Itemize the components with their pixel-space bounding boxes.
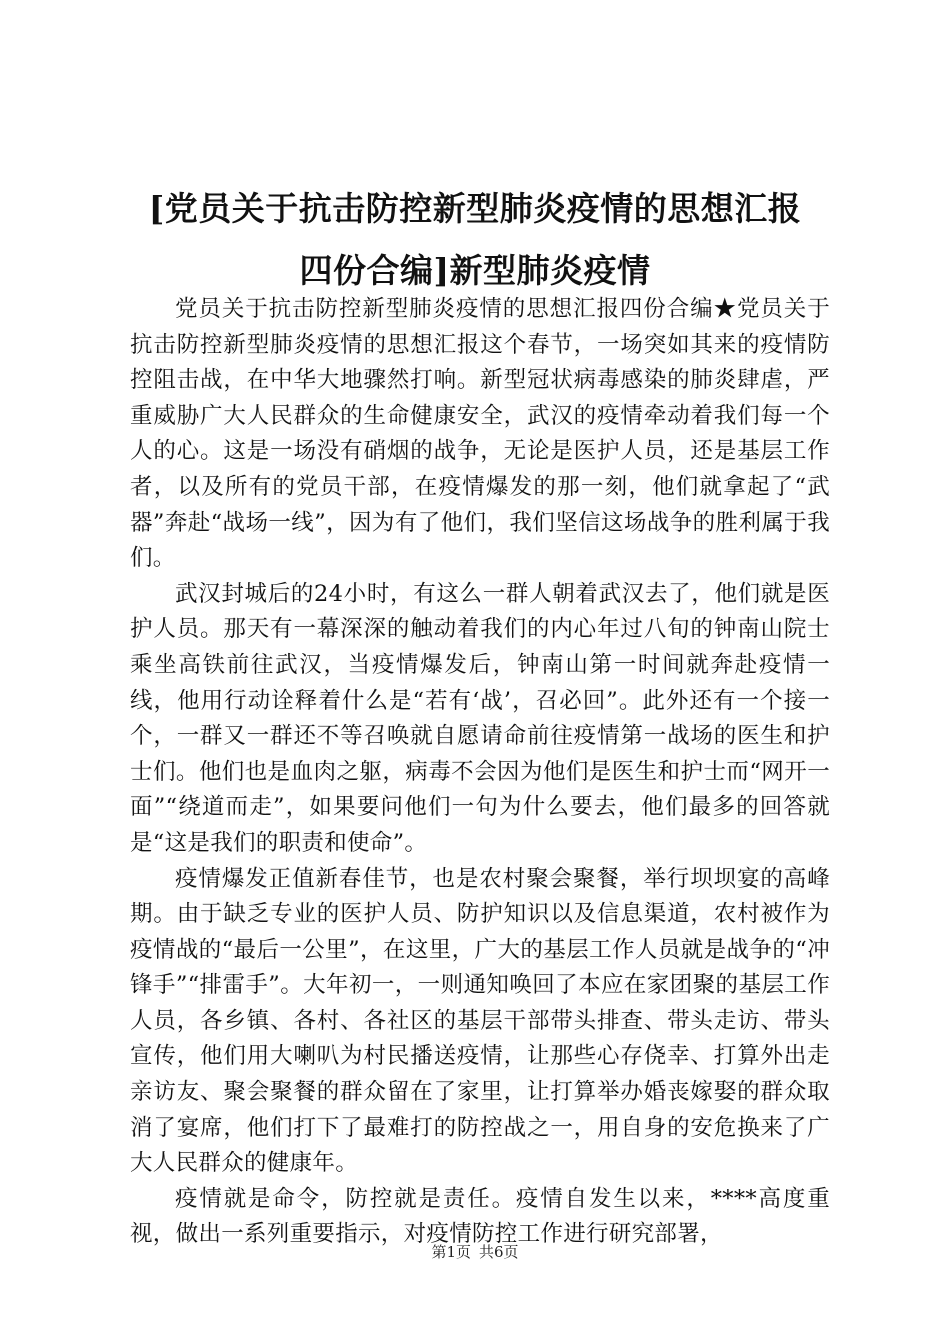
page-footer <box>0 1240 950 1264</box>
document-body <box>130 292 830 1253</box>
paragraph-3: 疫情爆发正值新春佳节，也是农村聚会聚餐，举行坝坝宴的高峰期。由于缺乏专业的医护人员、防护知识以及信息渠道，农村被作为疫情战的“最后一公里”，在这里，广大的基层工作人员就是战争的“冲锋手”“排雷手”。大年初一，一则通知唤回了本应在家团聚的基层工作人员，各乡镇、各村、各社区的基层干部带头排查、带头走访、带头宣传，他们用大喇叭为村民播送疫情，让那些心存侥幸、打算外出走亲访友、聚会聚餐的群众留在了家里，让打算举办婚丧嫁娶的群众取消了宴席，他们打下了最难打的防控战之一，用自身的安危换来了广大人民群众的健康年。 <box>130 865 830 1177</box>
page-number: 第1页 <box>431 1243 471 1261</box>
paragraph-2: 武汉封城后的24小时，有这么一群人朝着武汉去了，他们就是医护人员。那天有一幕深深的触动着我们的内心年过八旬的钟南山院士乘坐高铁前往武汉，当疫情爆发后，钟南山第一时间就奔赴疫情一线，他用行动诠释着什么是“若有‘战’，召必回”。此外还有一个接一个，一群又一群还不等召唤就自愿请命前往疫情第一战场的医生和护士们。他们也是血肉之躯，病毒不会因为他们是医生和护士而“网开一面”“绕道而走”，如果要问他们一句为什么要去，他们最多的回答就是“这是我们的职责和使命”。 <box>130 580 830 856</box>
title-line-1: [党员关于抗击防控新型肺炎疫情的思想汇报 <box>148 189 802 228</box>
document-title <box>100 178 850 302</box>
paragraph-4: 疫情就是命令，防控就是责任。疫情自发生以来，****高度重视，做出一系列重要指示，对疫情防控工作进行研究部署， <box>130 1185 830 1248</box>
title-line-2: 四份合编]新型肺炎疫情 <box>299 251 651 290</box>
paragraph-1: 党员关于抗击防控新型肺炎疫情的思想汇报四份合编★党员关于抗击防控新型肺炎疫情的思想汇报这个春节，一场突如其来的疫情防控阻击战，在中华大地骤然打响。新型冠状病毒感染的肺炎肆虐，严重威胁广大人民群众的生命健康安全，武汉的疫情牵动着我们每一个人的心。这是一场没有硝烟的战争，无论是医护人员，还是基层工作者，以及所有的党员干部，在疫情爆发的那一刻，他们就拿起了“武器”奔赴“战场一线”，因为有了他们，我们坚信这场战争的胜利属于我们。 <box>130 296 830 572</box>
page-total: 共6页 <box>479 1243 519 1261</box>
